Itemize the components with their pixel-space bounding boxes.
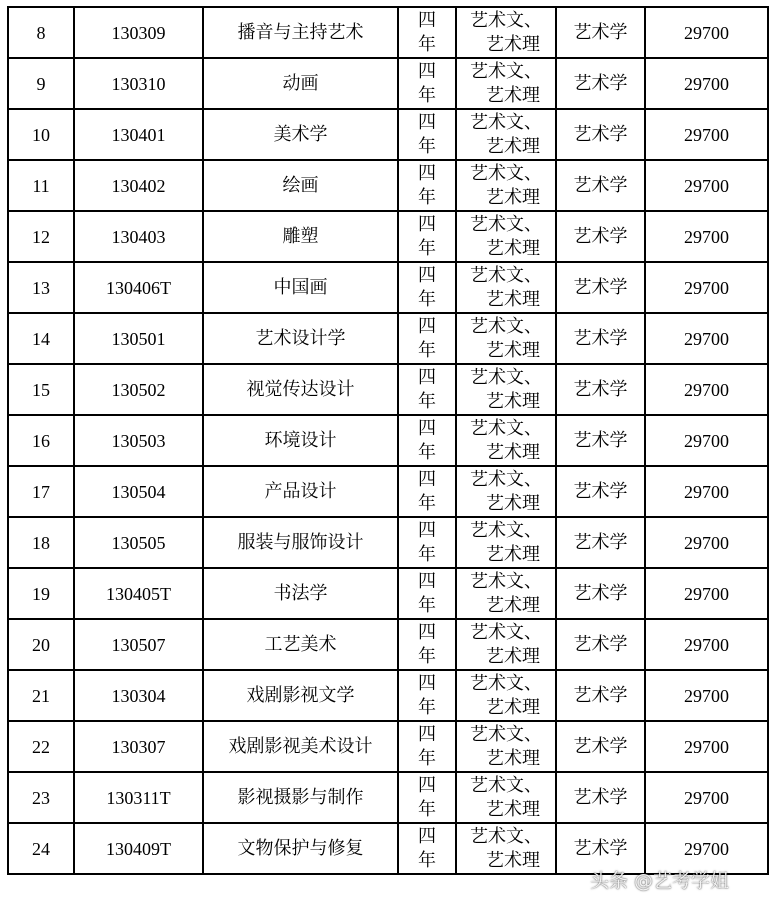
- study-years-line1: 四: [418, 315, 436, 337]
- row-number: 15: [8, 364, 74, 415]
- discipline-category: 艺术学: [556, 823, 645, 874]
- subject-type-line2: 艺术理: [486, 390, 540, 412]
- study-years: [398, 364, 456, 415]
- study-years-line1: 四: [418, 213, 436, 235]
- discipline-category: 艺术学: [556, 109, 645, 160]
- study-years-line2: 年: [418, 135, 436, 157]
- study-years-line1: 四: [418, 774, 436, 796]
- major-name: 视觉传达设计: [203, 364, 398, 415]
- subject-type-line1: 艺术文、: [470, 774, 542, 796]
- subject-type: [456, 721, 556, 772]
- study-years-line1: 四: [418, 672, 436, 694]
- discipline-category: 艺术学: [556, 619, 645, 670]
- discipline-category: 艺术学: [556, 517, 645, 568]
- subject-type: [456, 58, 556, 109]
- study-years: [398, 262, 456, 313]
- subject-type-line1: 艺术文、: [470, 60, 542, 82]
- subject-type-line1: 艺术文、: [470, 111, 542, 133]
- study-years-line1: 四: [418, 468, 436, 490]
- subject-type-line1: 艺术文、: [470, 315, 542, 337]
- study-years: [398, 823, 456, 874]
- subject-type-line2: 艺术理: [486, 696, 540, 718]
- major-code: 130304: [74, 670, 203, 721]
- major-code: 130402: [74, 160, 203, 211]
- discipline-category: 艺术学: [556, 160, 645, 211]
- study-years: [398, 415, 456, 466]
- table-row: [8, 58, 768, 109]
- study-years-line1: 四: [418, 60, 436, 82]
- subject-type: [456, 160, 556, 211]
- subject-type: [456, 211, 556, 262]
- major-name: 影视摄影与制作: [203, 772, 398, 823]
- study-years-line2: 年: [418, 186, 436, 208]
- subject-type-line1: 艺术文、: [470, 417, 542, 439]
- major-name: 美术学: [203, 109, 398, 160]
- table-row: [8, 823, 768, 874]
- subject-type-line1: 艺术文、: [470, 723, 542, 745]
- subject-type: [456, 262, 556, 313]
- tuition-fee: 29700: [645, 466, 768, 517]
- discipline-category: 艺术学: [556, 364, 645, 415]
- row-number: 22: [8, 721, 74, 772]
- table-row: [8, 721, 768, 772]
- major-name: 戏剧影视美术设计: [203, 721, 398, 772]
- table-row: [8, 211, 768, 262]
- major-name: 产品设计: [203, 466, 398, 517]
- row-number: 8: [8, 7, 74, 58]
- major-code: 130311T: [74, 772, 203, 823]
- major-code: 130504: [74, 466, 203, 517]
- study-years: [398, 568, 456, 619]
- study-years-line1: 四: [418, 621, 436, 643]
- tuition-fee: 29700: [645, 517, 768, 568]
- study-years-line1: 四: [418, 111, 436, 133]
- major-code: 130501: [74, 313, 203, 364]
- subject-type-line1: 艺术文、: [470, 213, 542, 235]
- study-years-line2: 年: [418, 696, 436, 718]
- subject-type-line2: 艺术理: [486, 645, 540, 667]
- tuition-fee: 29700: [645, 364, 768, 415]
- study-years-line1: 四: [418, 9, 436, 31]
- study-years-line2: 年: [418, 594, 436, 616]
- subject-type: [456, 568, 556, 619]
- row-number: 20: [8, 619, 74, 670]
- subject-type-line2: 艺术理: [486, 237, 540, 259]
- major-code: 130310: [74, 58, 203, 109]
- study-years-line1: 四: [418, 723, 436, 745]
- table-row: [8, 7, 768, 58]
- discipline-category: 艺术学: [556, 415, 645, 466]
- study-years-line1: 四: [418, 264, 436, 286]
- subject-type-line1: 艺术文、: [470, 570, 542, 592]
- row-number: 10: [8, 109, 74, 160]
- tuition-fee: 29700: [645, 721, 768, 772]
- row-number: 16: [8, 415, 74, 466]
- tuition-fee: 29700: [645, 772, 768, 823]
- study-years-line2: 年: [418, 441, 436, 463]
- subject-type-line1: 艺术文、: [470, 468, 542, 490]
- discipline-category: 艺术学: [556, 262, 645, 313]
- subject-type-line2: 艺术理: [486, 492, 540, 514]
- subject-type-line1: 艺术文、: [470, 366, 542, 388]
- subject-type-line2: 艺术理: [486, 849, 540, 871]
- table-row: [8, 466, 768, 517]
- tuition-fee: 29700: [645, 262, 768, 313]
- discipline-category: 艺术学: [556, 721, 645, 772]
- subject-type-line1: 艺术文、: [470, 672, 542, 694]
- major-code: 130505: [74, 517, 203, 568]
- major-name: 戏剧影视文学: [203, 670, 398, 721]
- study-years-line2: 年: [418, 33, 436, 55]
- study-years: [398, 517, 456, 568]
- major-code: 130401: [74, 109, 203, 160]
- tuition-fee: 29700: [645, 7, 768, 58]
- subject-type: [456, 823, 556, 874]
- subject-type-line2: 艺术理: [486, 594, 540, 616]
- major-code: 130502: [74, 364, 203, 415]
- study-years: [398, 670, 456, 721]
- subject-type-line1: 艺术文、: [470, 621, 542, 643]
- tuition-fee: 29700: [645, 58, 768, 109]
- tuition-fee: 29700: [645, 415, 768, 466]
- row-number: 11: [8, 160, 74, 211]
- study-years: [398, 58, 456, 109]
- subject-type: [456, 364, 556, 415]
- major-name: 中国画: [203, 262, 398, 313]
- study-years: [398, 160, 456, 211]
- study-years: [398, 313, 456, 364]
- subject-type: [456, 109, 556, 160]
- major-name: 绘画: [203, 160, 398, 211]
- study-years-line2: 年: [418, 645, 436, 667]
- subject-type-line2: 艺术理: [486, 84, 540, 106]
- subject-type-line1: 艺术文、: [470, 825, 542, 847]
- table-row: [8, 160, 768, 211]
- study-years-line1: 四: [418, 825, 436, 847]
- study-years-line2: 年: [418, 84, 436, 106]
- study-years-line1: 四: [418, 570, 436, 592]
- major-code: 130405T: [74, 568, 203, 619]
- discipline-category: 艺术学: [556, 772, 645, 823]
- subject-type-line2: 艺术理: [486, 798, 540, 820]
- subject-type: [456, 619, 556, 670]
- major-code: 130409T: [74, 823, 203, 874]
- subject-type-line1: 艺术文、: [470, 264, 542, 286]
- tuition-fee: 29700: [645, 109, 768, 160]
- major-name: 雕塑: [203, 211, 398, 262]
- row-number: 19: [8, 568, 74, 619]
- subject-type: [456, 517, 556, 568]
- subject-type: [456, 7, 556, 58]
- study-years: [398, 466, 456, 517]
- major-name: 服装与服饰设计: [203, 517, 398, 568]
- study-years-line1: 四: [418, 162, 436, 184]
- subject-type: [456, 772, 556, 823]
- subject-type: [456, 466, 556, 517]
- subject-type-line2: 艺术理: [486, 441, 540, 463]
- tuition-fee: 29700: [645, 160, 768, 211]
- study-years-line1: 四: [418, 366, 436, 388]
- discipline-category: 艺术学: [556, 670, 645, 721]
- table-row: [8, 364, 768, 415]
- subject-type: [456, 415, 556, 466]
- subject-type-line2: 艺术理: [486, 33, 540, 55]
- subject-type-line2: 艺术理: [486, 135, 540, 157]
- discipline-category: 艺术学: [556, 313, 645, 364]
- tuition-fee: 29700: [645, 568, 768, 619]
- study-years-line1: 四: [418, 417, 436, 439]
- study-years-line2: 年: [418, 747, 436, 769]
- tuition-fee: 29700: [645, 670, 768, 721]
- table-row: [8, 670, 768, 721]
- table-row: [8, 568, 768, 619]
- major-name: 文物保护与修复: [203, 823, 398, 874]
- major-name: 艺术设计学: [203, 313, 398, 364]
- study-years-line2: 年: [418, 390, 436, 412]
- row-number: 21: [8, 670, 74, 721]
- major-name: 环境设计: [203, 415, 398, 466]
- row-number: 23: [8, 772, 74, 823]
- major-code: 130307: [74, 721, 203, 772]
- row-number: 12: [8, 211, 74, 262]
- major-code: 130507: [74, 619, 203, 670]
- study-years-line2: 年: [418, 492, 436, 514]
- tuition-fee: 29700: [645, 619, 768, 670]
- major-name: 动画: [203, 58, 398, 109]
- table-row: [8, 109, 768, 160]
- watermark: 头条 @艺考学姐: [590, 870, 730, 892]
- table-row: [8, 415, 768, 466]
- discipline-category: 艺术学: [556, 466, 645, 517]
- tuition-fee: 29700: [645, 211, 768, 262]
- study-years-line2: 年: [418, 543, 436, 565]
- tuition-fee: 29700: [645, 313, 768, 364]
- subject-type-line1: 艺术文、: [470, 162, 542, 184]
- discipline-category: 艺术学: [556, 211, 645, 262]
- discipline-category: 艺术学: [556, 568, 645, 619]
- subject-type-line1: 艺术文、: [470, 9, 542, 31]
- study-years: [398, 619, 456, 670]
- subject-type-line2: 艺术理: [486, 288, 540, 310]
- study-years: [398, 7, 456, 58]
- table-row: [8, 619, 768, 670]
- row-number: 17: [8, 466, 74, 517]
- row-number: 18: [8, 517, 74, 568]
- subject-type-line2: 艺术理: [486, 339, 540, 361]
- table-row: [8, 313, 768, 364]
- study-years-line2: 年: [418, 798, 436, 820]
- study-years: [398, 109, 456, 160]
- row-number: 9: [8, 58, 74, 109]
- subject-type: [456, 313, 556, 364]
- major-name: 书法学: [203, 568, 398, 619]
- row-number: 24: [8, 823, 74, 874]
- major-code: 130503: [74, 415, 203, 466]
- table-row: [8, 517, 768, 568]
- subject-type-line2: 艺术理: [486, 747, 540, 769]
- row-number: 13: [8, 262, 74, 313]
- study-years: [398, 721, 456, 772]
- table-row: [8, 772, 768, 823]
- subject-type-line1: 艺术文、: [470, 519, 542, 541]
- row-number: 14: [8, 313, 74, 364]
- study-years-line1: 四: [418, 519, 436, 541]
- subject-type-line2: 艺术理: [486, 543, 540, 565]
- major-name: 工艺美术: [203, 619, 398, 670]
- study-years: [398, 211, 456, 262]
- major-code: 130406T: [74, 262, 203, 313]
- discipline-category: 艺术学: [556, 58, 645, 109]
- study-years: [398, 772, 456, 823]
- discipline-category: 艺术学: [556, 7, 645, 58]
- table-body: [8, 7, 768, 874]
- study-years-line2: 年: [418, 849, 436, 871]
- study-years-line2: 年: [418, 237, 436, 259]
- major-name: 播音与主持艺术: [203, 7, 398, 58]
- majors-table: [7, 6, 769, 875]
- major-code: 130403: [74, 211, 203, 262]
- major-code: 130309: [74, 7, 203, 58]
- table-row: [8, 262, 768, 313]
- study-years-line2: 年: [418, 339, 436, 361]
- subject-type: [456, 670, 556, 721]
- study-years-line2: 年: [418, 288, 436, 310]
- subject-type-line2: 艺术理: [486, 186, 540, 208]
- tuition-fee: 29700: [645, 823, 768, 874]
